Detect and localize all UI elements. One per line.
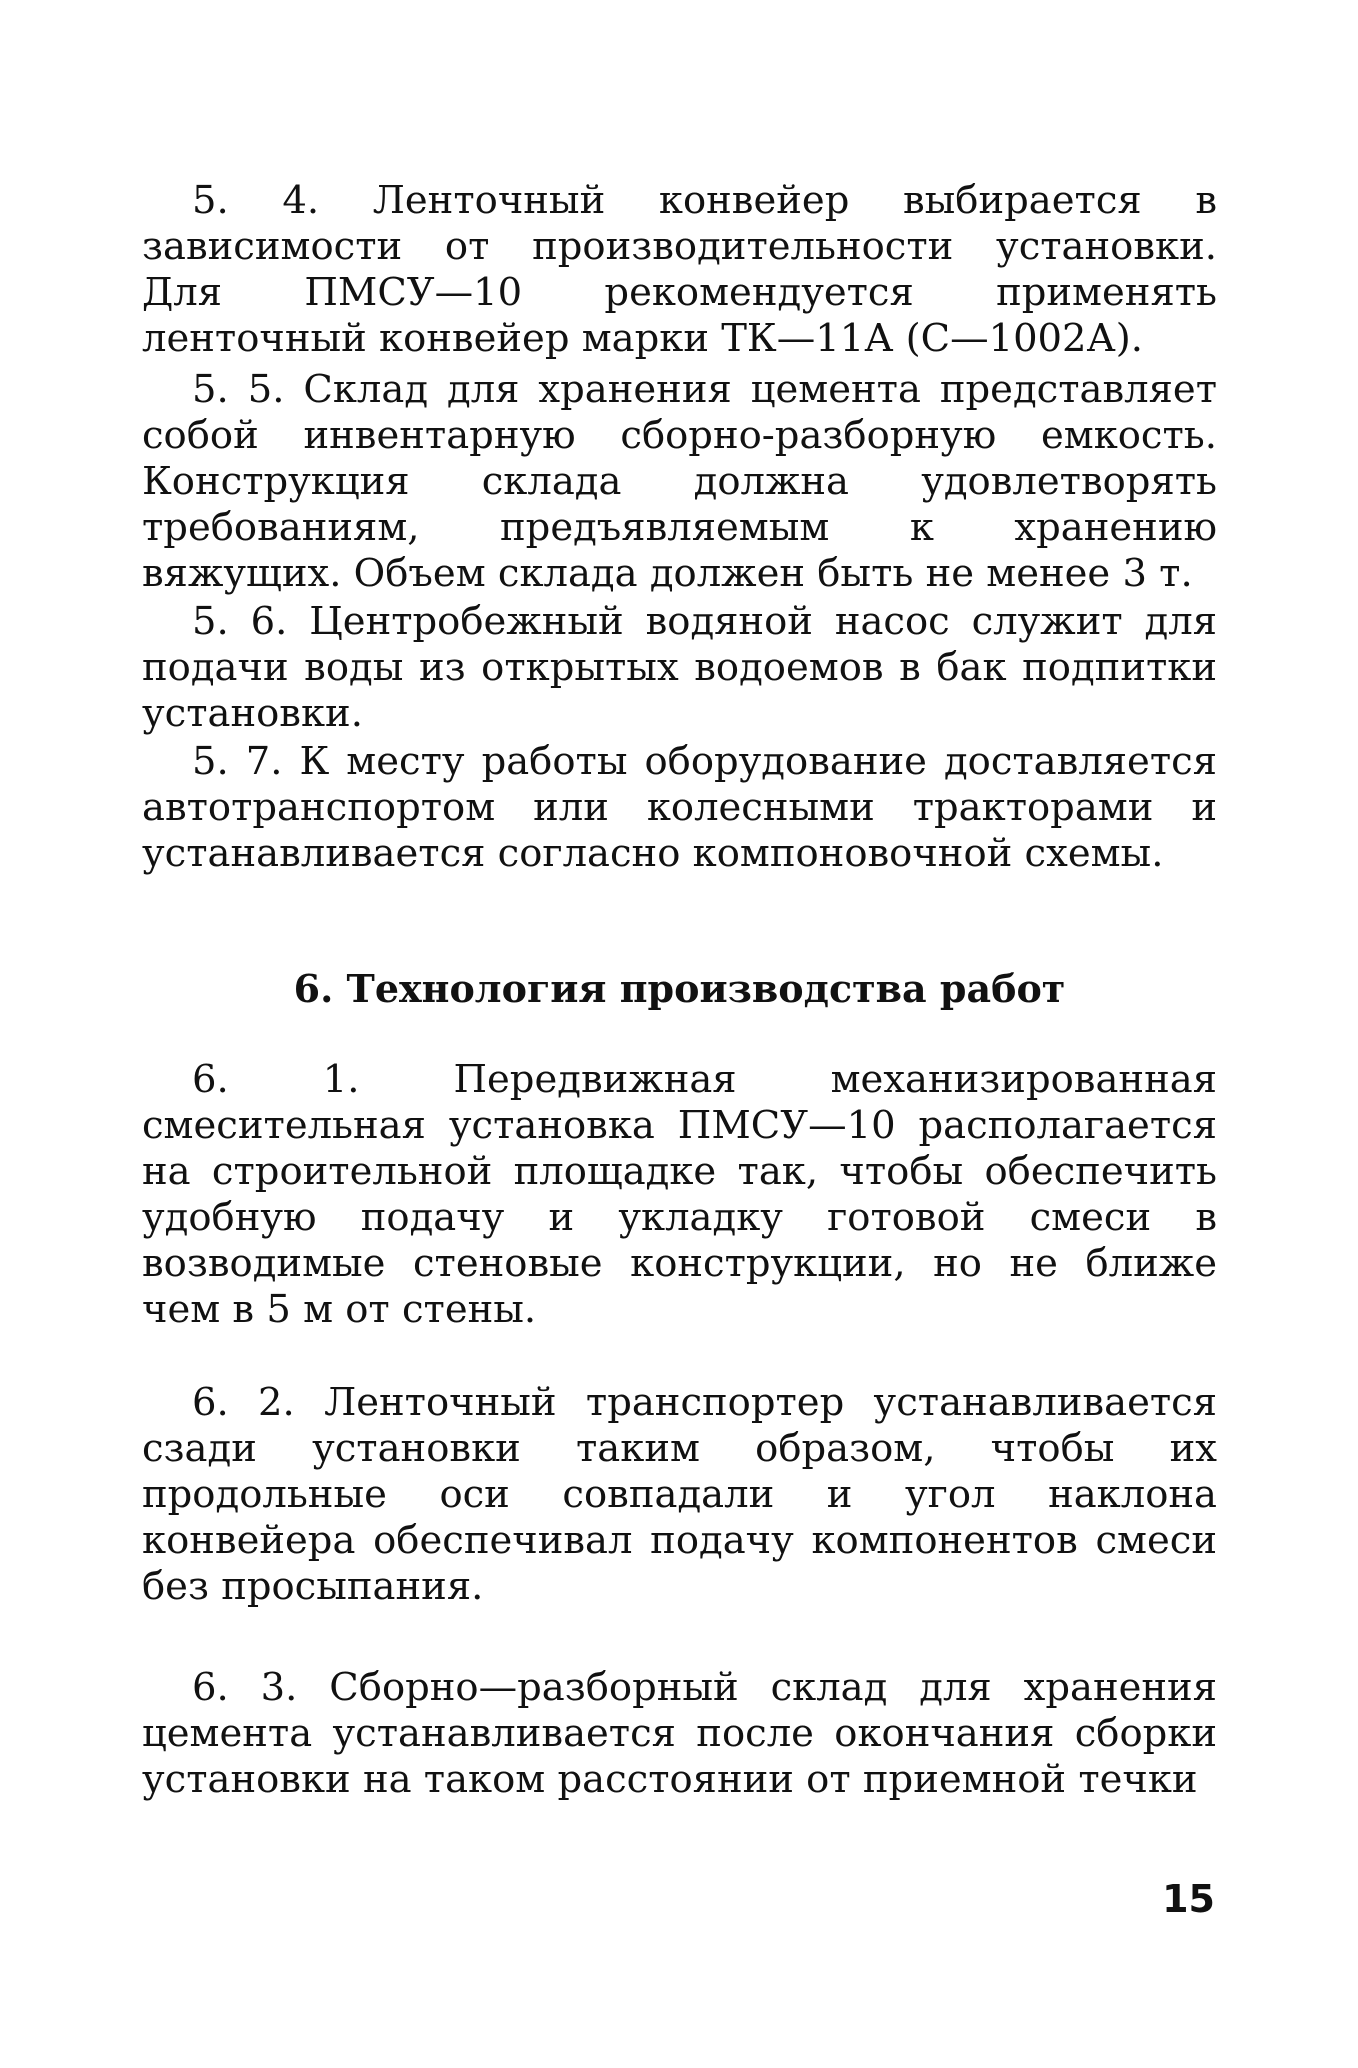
paragraph-6-3-text: 6. 3. Сборно—разборный склад для хранения цемента устанавливается после окончания сборки установки на таком расстоянии от приемной течки (142, 1665, 1217, 1802)
page-number: 15 (1162, 1877, 1215, 1921)
paragraph-5-5-text: 5. 5. Склад для хранения цемента представляет собой инвентарную сборно-разборную емкость. Конструкция склада должна удовлетворять требованиям, предъявляемым к хранению вяжущих. Объем склада должен быть не менее 3 т. (142, 367, 1217, 596)
paragraph-6-2 (142, 1380, 1217, 1610)
paragraph-5-4 (142, 178, 1217, 362)
paragraph-6-1-text: 6. 1. Передвижная механизированная смесительная установка ПМСУ—10 располагается на строительной площадке так, чтобы обеспечить удобную подачу и укладку готовой смеси в возводимые стеновые конструкции, но не ближе чем в 5 м от стены. (142, 1057, 1217, 1332)
paragraph-6-1 (142, 1057, 1217, 1333)
paragraph-6-2-text: 6. 2. Ленточный транспортер устанавливается сзади установки таким образом, чтобы их продольные оси совпадали и угол наклона конвейера обеспечивал подачу компонентов смеси без просыпания. (142, 1380, 1217, 1609)
paragraph-5-7-text: 5. 7. К месту работы оборудование доставляется автотранспортом или колесными тракторами и устанавливается согласно компоновочной схемы. (142, 739, 1217, 876)
paragraph-5-7 (142, 739, 1217, 877)
paragraph-5-6-text: 5. 6. Центробежный водяной насос служит для подачи воды из открытых водоемов в бак подпитки установки. (142, 599, 1217, 736)
section-heading: 6. Технология производства работ (293, 966, 1066, 1011)
paragraph-5-5 (142, 367, 1217, 597)
paragraph-5-4-text: 5. 4. Ленточный конвейер выбирается в зависимости от производительности установки. Для ПМСУ—10 рекомендуется применять ленточный конвейер марки ТК—11А (С—1002А). (142, 178, 1217, 361)
paragraph-5-6 (142, 599, 1217, 737)
paragraph-6-3 (142, 1665, 1217, 1803)
